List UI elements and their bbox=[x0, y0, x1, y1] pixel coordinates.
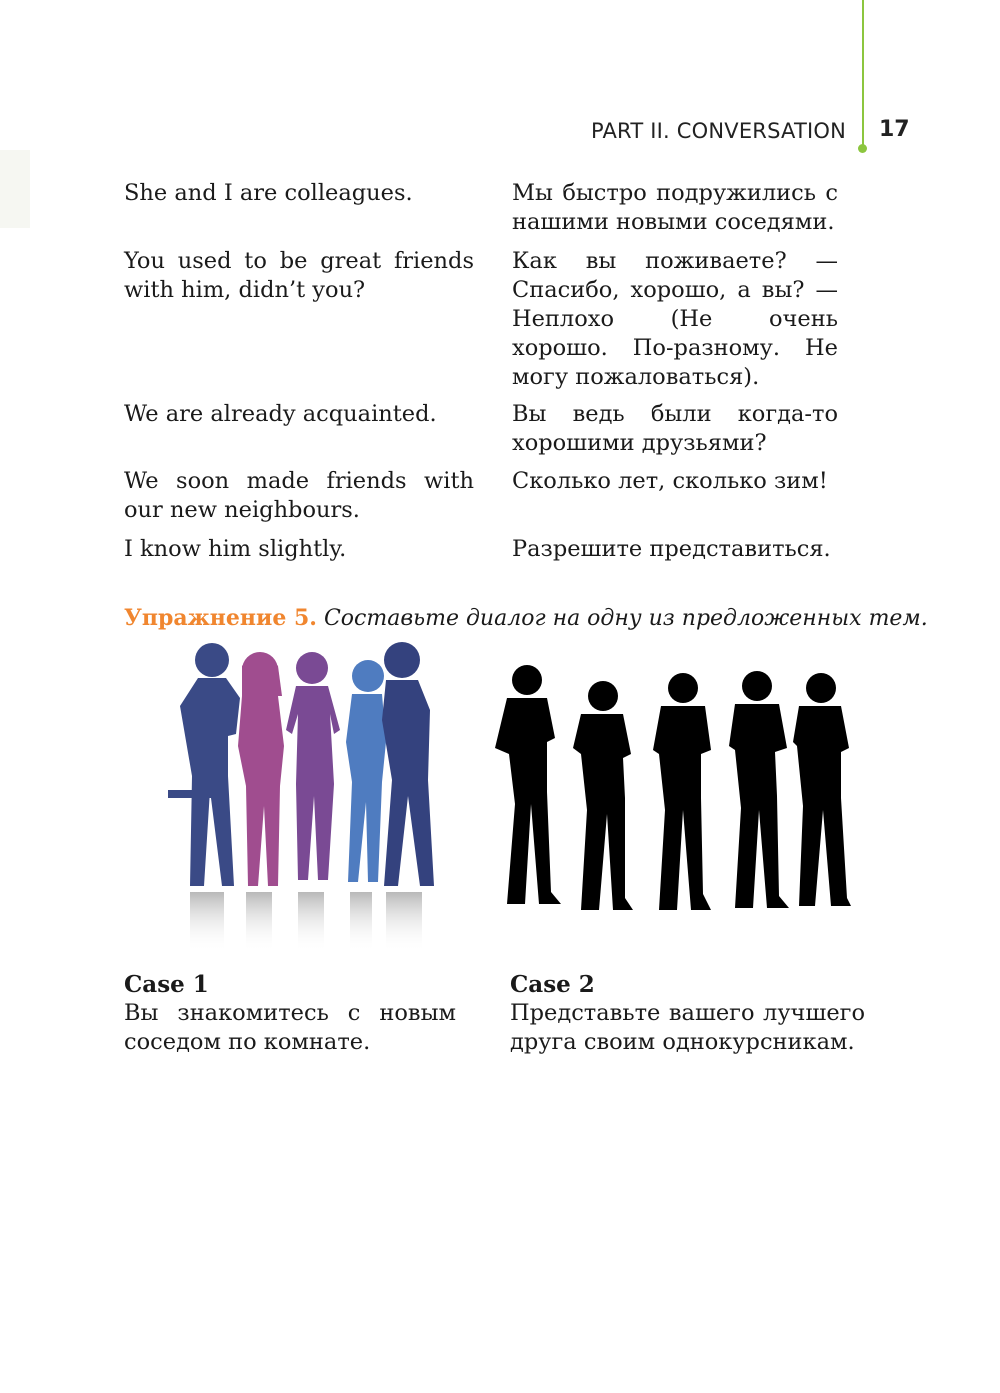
silhouette-woman-pink bbox=[238, 652, 284, 886]
page-number: 17 bbox=[879, 117, 910, 142]
header-divider-line bbox=[862, 0, 864, 146]
phrase-english: We soon made friends with our new neighbours. bbox=[124, 468, 474, 523]
phrase-russian: Разрешите представиться. bbox=[512, 536, 831, 562]
phrase-russian: Вы ведь были когда-то хорошими друзьями? bbox=[512, 401, 838, 456]
case-2-text: Представьте вашего лучшего друга своим однокурсникам. bbox=[510, 1000, 865, 1055]
silhouette-businessman bbox=[573, 681, 633, 910]
silhouette-woman-blue bbox=[346, 660, 386, 882]
phrase-english: We are already acquainted. bbox=[124, 401, 437, 427]
side-tab-marker bbox=[0, 150, 30, 228]
header-divider-dot bbox=[858, 144, 867, 153]
phrase-russian: Сколько лет, сколько зим! bbox=[512, 468, 828, 494]
silhouette-businessman bbox=[729, 671, 789, 908]
silhouettes-reflection bbox=[190, 892, 422, 952]
silhouette-businessman bbox=[495, 665, 561, 904]
silhouette-woman-purple bbox=[286, 652, 340, 880]
business-men-silhouettes bbox=[485, 660, 865, 925]
exercise-heading bbox=[124, 604, 928, 633]
silhouette-businessman bbox=[653, 673, 711, 910]
case-1-text: Вы знакомитесь с новым соседом по комнате. bbox=[124, 1000, 456, 1055]
exercise-instruction: Составьте диалог на одну из предложенных тем. bbox=[323, 606, 928, 631]
case-1-title: Case 1 bbox=[124, 971, 209, 998]
phrase-russian: Мы быстро подружились с нашими новыми соседями. bbox=[512, 180, 838, 235]
phrase-russian: Как вы поживаете? — Спасибо, хорошо, а вы? — Неплохо (Не очень хорошо. По-разному. Не могу пожаловаться). bbox=[512, 248, 838, 390]
phrase-english: I know him slightly. bbox=[124, 536, 347, 562]
running-head: PART II. CONVERSATION bbox=[590, 119, 846, 143]
phrase-english: She and I are colleagues. bbox=[124, 180, 413, 206]
case-2-title: Case 2 bbox=[510, 971, 595, 998]
exercise-label: Упражнение 5. bbox=[124, 605, 317, 631]
silhouette-businessman bbox=[793, 673, 851, 906]
phrase-english: You used to be great friends with him, didn’t you? bbox=[124, 248, 474, 303]
silhouette-man-right bbox=[382, 642, 434, 886]
silhouette-man-left bbox=[168, 643, 240, 886]
colored-people-silhouettes bbox=[150, 640, 460, 960]
